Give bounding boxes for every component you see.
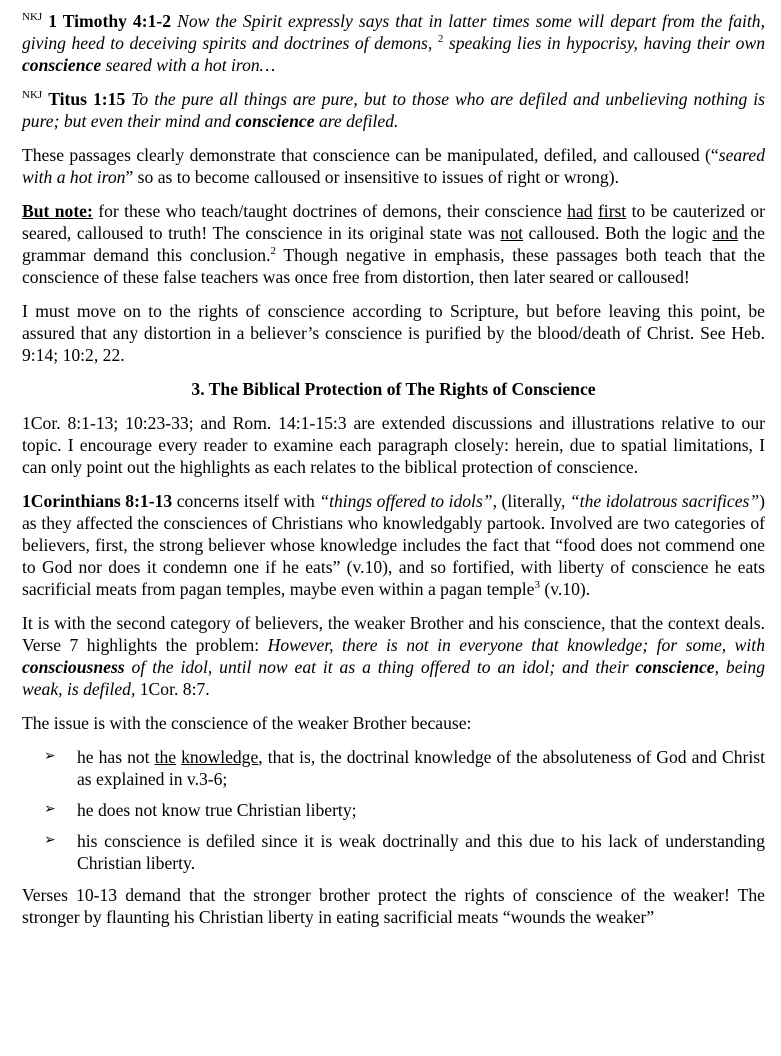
verse-text-part: To the pure all things are pure, but to those who are defiled and unbelieving nothing is pure; but even their mind and [22, 89, 766, 131]
text-run: 1Cor. 8:7. [135, 679, 210, 699]
verse-reference: 1 Timothy 4:1-2 [48, 11, 172, 31]
text-run: he does not know true Christian liberty; [77, 800, 357, 820]
arrow-bullet-icon: ➢ [44, 833, 56, 848]
list-item [22, 799, 765, 821]
text-run: ” so as to become calloused or insensitive to issues of right or wrong). [125, 167, 619, 187]
text-run: of the idol, until now eat it as a thing offered to an idol; and their [124, 657, 636, 677]
emphasis-word: conscience [235, 111, 315, 131]
verse-titus [22, 88, 765, 132]
paragraph-move-on: I must move on to the rights of conscience according to Scripture, but before leaving this point, be assured that any distortion in a believer’s conscience is purified by the blood/death of Christ. See Heb. 9:14; 10:2, 22. [22, 301, 765, 365]
text-run: , being weak, is defiled, [22, 657, 765, 699]
verse-text-part: speaking lies in hypocrisy, having their own [448, 33, 765, 53]
text-run: These passages clearly demonstrate that conscience can be manipulated, defiled, and calloused (“ [22, 145, 719, 165]
text-run: the grammar demand this conclusion. [22, 223, 765, 265]
emphasis-word: conscience [22, 55, 102, 75]
paragraph-passages [22, 144, 765, 188]
underlined-word: had [567, 201, 593, 221]
list-item [22, 830, 765, 874]
arrow-bullet-icon: ➢ [44, 749, 56, 764]
text-run: It is with the second category of believers, the weaker Brother and his conscience, that the context deals. Verse 7 highlights the problem: [22, 613, 765, 655]
verse-text-part: Now the Spirit expressly says that in latter times some will depart from the faith, giving heed to deceiving spirits and doctrines of demons, [22, 11, 765, 53]
paragraph-1corinthians [22, 490, 765, 600]
paragraph-second-category [22, 612, 765, 700]
verse-text [22, 89, 765, 131]
verse-text-part: are defiled. [318, 111, 399, 131]
lead-phrase: But note: [22, 201, 93, 221]
emphasis-word: consciousness [22, 657, 125, 677]
list-item [22, 746, 765, 790]
arrow-bullet-icon: ➢ [44, 802, 56, 817]
text-run: (v.10). [539, 579, 591, 599]
verse-text-part: seared with a hot iron… [105, 55, 276, 75]
section-heading: 3. The Biblical Protection of The Rights of Conscience [191, 379, 596, 399]
quoted-phrase: “the idolatrous sacrifices” [569, 491, 760, 511]
quoted-phrase: seared with a hot iron [22, 145, 765, 187]
paragraph-but-note [22, 200, 765, 288]
paragraph-issue: The issue is with the conscience of the weaker Brother because: [22, 713, 472, 733]
underlined-word: knowledge [181, 747, 259, 767]
text-run: However, there is not in everyone that knowledge; for some, with [267, 635, 765, 655]
text-run: calloused. Both the logic [523, 223, 713, 243]
text-run: ) as they affected the consciences of Christians who knowledgably partook. Involved are two categories of believers, first, the strong believer whose knowledge includes the fact that “food does not commend one to God nor does it condemn one if he eats” (v.10), and so fortified, with liberty of conscience he eats sacrificial meats from pagan temples, maybe even within a pagan temple [22, 491, 765, 599]
underlined-word: and [712, 223, 738, 243]
version-label: NKJ [22, 11, 43, 24]
version-label: NKJ [22, 89, 43, 102]
text-run: concerns itself with [172, 491, 320, 511]
scripture-reference: 1Corinthians 8:1-13 [22, 491, 173, 511]
verse-number: 2 [437, 33, 444, 46]
text-run: he has not [77, 747, 155, 767]
verse-reference: Titus 1:15 [48, 89, 126, 109]
text-run: Though negative in emphasis, these passages both teach that the conscience of these false teachers was once free from distortion, then later seared or calloused! [22, 245, 766, 287]
text-run: his conscience is defiled since it is weak doctrinally and this due to his lack of understanding Christian liberty. [77, 831, 765, 873]
text-run: , that is, the doctrinal knowledge of the absoluteness of God and Christ as explained in v.3-6; [77, 747, 765, 789]
paragraph-extended-discussions: 1Cor. 8:1-13; 10:23-33; and Rom. 14:1-15:3 are extended discussions and illustrations relative to our topic. I encourage every reader to examine each paragraph closely: herein, due to spatial limitations, I can only point out the highlights as each relates to the biblical protection of conscience. [22, 413, 765, 477]
verse-1-timothy [22, 10, 765, 76]
bullet-list [22, 746, 765, 874]
text-run: to be cauterized or seared, calloused to truth! The conscience in its original state was [22, 201, 765, 243]
underlined-word: not [500, 223, 523, 243]
footnote-marker: 2 [270, 245, 276, 258]
emphasis-word: conscience [635, 657, 715, 677]
document-page [22, 10, 765, 940]
paragraph-verses-10-13: Verses 10-13 demand that the stronger brother protect the rights of conscience of the weaker! The stronger by flaunting his Christian liberty in eating sacrificial meats “wounds the weaker” [22, 885, 765, 927]
quoted-phrase: “things offered to idols” [319, 491, 493, 511]
text-run: , (literally, [492, 491, 570, 511]
footnote-marker: 3 [534, 579, 540, 592]
text-run: for these who teach/taught doctrines of demons, their conscience [92, 201, 568, 221]
underlined-word: the [154, 747, 177, 767]
underlined-word: first [597, 201, 627, 221]
